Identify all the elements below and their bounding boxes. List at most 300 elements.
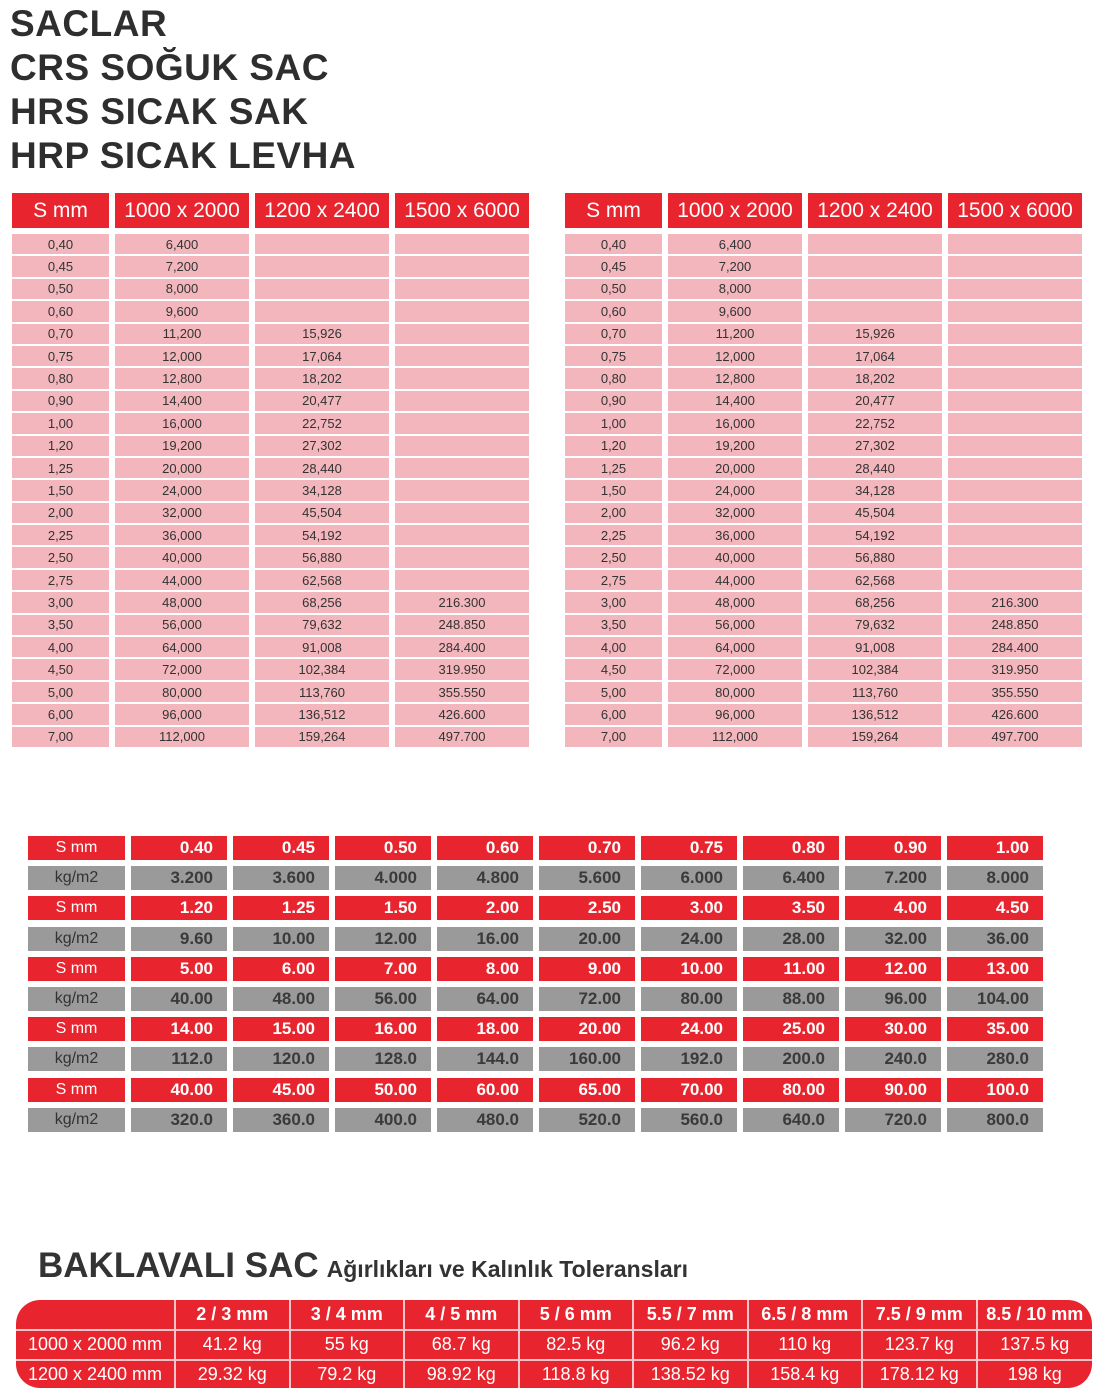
weight-value: 20.00 <box>539 927 635 951</box>
table-row <box>565 436 1082 456</box>
table-row <box>565 279 1082 299</box>
weight-value: 64.00 <box>437 987 533 1011</box>
table-cell: 1,20 <box>12 436 109 456</box>
table-cell <box>808 256 942 276</box>
table-cell <box>948 368 1082 388</box>
table-cell <box>395 525 529 545</box>
table-cell: 5,00 <box>565 682 662 702</box>
table-header <box>565 193 1082 228</box>
table-cell: 14,400 <box>115 391 249 411</box>
weight-value: 10.00 <box>233 927 329 951</box>
table-cell: 18,202 <box>255 368 389 388</box>
table-cell <box>948 324 1082 344</box>
thickness-value: 8.00 <box>437 957 533 981</box>
table-row <box>12 480 529 500</box>
baklavali-heading <box>38 1246 688 1286</box>
table-cell: 56,880 <box>808 547 942 567</box>
table-row <box>565 592 1082 612</box>
table-cell: 56,000 <box>668 615 802 635</box>
table-cell <box>948 436 1082 456</box>
thickness-value: 14.00 <box>131 1017 227 1041</box>
table-cell: 136,512 <box>808 704 942 724</box>
column-header: 1000 x 2000 <box>668 193 802 228</box>
weight-value: 6.400 <box>743 866 839 890</box>
thickness-value: 10.00 <box>641 957 737 981</box>
weight-value: 160.00 <box>539 1047 635 1071</box>
table-cell: 48,000 <box>668 592 802 612</box>
table-cell <box>948 234 1082 254</box>
table-cell: 159,264 <box>255 727 389 747</box>
table-cell <box>395 480 529 500</box>
weight-table-right <box>565 193 1082 749</box>
table-cell: 355.550 <box>395 682 529 702</box>
thickness-value: 7.00 <box>335 957 431 981</box>
table-cell: 0,40 <box>12 234 109 254</box>
thickness-row <box>28 957 1049 981</box>
weight-value: 128.0 <box>335 1047 431 1071</box>
table-cell: 102,384 <box>808 659 942 679</box>
thickness-row <box>28 1017 1049 1041</box>
weight-value: 96.00 <box>845 987 941 1011</box>
table-cell: 5,00 <box>12 682 109 702</box>
weight-value: 800.0 <box>947 1108 1043 1132</box>
table-cell: 6,400 <box>115 234 249 254</box>
column-header <box>16 1300 176 1329</box>
table-cell: 0,75 <box>12 346 109 366</box>
thickness-value: 9.00 <box>539 957 635 981</box>
table-cell: 41.2 kg <box>176 1329 291 1358</box>
table-cell: 56,880 <box>255 547 389 567</box>
table-cell <box>948 480 1082 500</box>
kg-per-m2-table <box>28 836 1049 1138</box>
weight-label: kg/m2 <box>28 987 125 1011</box>
weight-value: 4.800 <box>437 866 533 890</box>
weight-value: 28.00 <box>743 927 839 951</box>
weight-value: 80.00 <box>641 987 737 1011</box>
weight-value: 200.0 <box>743 1047 839 1071</box>
table-cell <box>948 458 1082 478</box>
table-row <box>12 503 529 523</box>
table-cell: 17,064 <box>255 346 389 366</box>
baklavali-table <box>16 1300 1092 1388</box>
weight-value: 3.200 <box>131 866 227 890</box>
table-row <box>565 368 1082 388</box>
table-row <box>565 615 1082 635</box>
table-cell: 34,128 <box>255 480 389 500</box>
table-cell: 1,25 <box>12 458 109 478</box>
table-cell: 80,000 <box>668 682 802 702</box>
thickness-value: 1.50 <box>335 896 431 920</box>
table-row <box>565 547 1082 567</box>
table-cell: 34,128 <box>808 480 942 500</box>
thickness-value: 100.0 <box>947 1078 1043 1102</box>
thickness-value: 13.00 <box>947 957 1043 981</box>
table-cell: 24,000 <box>115 480 249 500</box>
table-cell: 4,50 <box>565 659 662 679</box>
table-cell: 0,40 <box>565 234 662 254</box>
weight-value: 3.600 <box>233 866 329 890</box>
weight-value: 56.00 <box>335 987 431 1011</box>
weight-value: 8.000 <box>947 866 1043 890</box>
table-row <box>12 615 529 635</box>
table-row <box>565 480 1082 500</box>
table-cell <box>395 391 529 411</box>
table-cell: 7,200 <box>115 256 249 276</box>
weight-value: 9.60 <box>131 927 227 951</box>
table-cell: 27,302 <box>808 436 942 456</box>
table-cell: 3,50 <box>12 615 109 635</box>
thickness-value: 1.00 <box>947 836 1043 860</box>
table-cell <box>395 234 529 254</box>
table-cell: 1,00 <box>565 413 662 433</box>
table-cell: 68,256 <box>255 592 389 612</box>
table-cell: 216.300 <box>395 592 529 612</box>
table-cell: 12,000 <box>668 346 802 366</box>
table-cell: 44,000 <box>668 570 802 590</box>
table-row <box>12 704 529 724</box>
table-cell: 54,192 <box>808 525 942 545</box>
table-header <box>12 193 529 228</box>
weight-value: 16.00 <box>437 927 533 951</box>
table-cell: 1,50 <box>12 480 109 500</box>
table-cell: 91,008 <box>255 637 389 657</box>
table-cell <box>808 279 942 299</box>
table-cell: 79,632 <box>808 615 942 635</box>
table-cell: 2,75 <box>12 570 109 590</box>
table-cell <box>395 547 529 567</box>
table-row <box>12 279 529 299</box>
column-header: 5.5 / 7 mm <box>634 1300 749 1329</box>
thickness-value: 1.25 <box>233 896 329 920</box>
column-header: 1200 x 2400 <box>255 193 389 228</box>
table-cell: 158.4 kg <box>749 1359 864 1388</box>
thickness-value: 40.00 <box>131 1078 227 1102</box>
thickness-row <box>28 836 1049 860</box>
table-cell: 426.600 <box>948 704 1082 724</box>
table-cell: 40,000 <box>668 547 802 567</box>
thickness-label: S mm <box>28 896 125 920</box>
table-cell: 7,00 <box>565 727 662 747</box>
table-cell: 2,25 <box>565 525 662 545</box>
table-cell <box>395 436 529 456</box>
weight-value: 320.0 <box>131 1108 227 1132</box>
table-row <box>565 637 1082 657</box>
thickness-value: 2.00 <box>437 896 533 920</box>
table-cell: 0,75 <box>565 346 662 366</box>
table-cell: 96,000 <box>115 704 249 724</box>
table-cell: 102,384 <box>255 659 389 679</box>
table-cell: 28,440 <box>808 458 942 478</box>
subtitle-crs: CRS SOĞUK SAC <box>10 47 329 88</box>
table-cell: 72,000 <box>115 659 249 679</box>
table-cell: 2,50 <box>12 547 109 567</box>
table-cell: 123.7 kg <box>863 1329 978 1358</box>
table-cell: 198 kg <box>978 1359 1093 1388</box>
weight-value: 400.0 <box>335 1108 431 1132</box>
table-cell: 138.52 kg <box>634 1359 749 1388</box>
table-cell: 0,50 <box>565 279 662 299</box>
table-row <box>12 256 529 276</box>
table-cell: 96.2 kg <box>634 1329 749 1358</box>
weight-value: 120.0 <box>233 1047 329 1071</box>
table-cell <box>395 368 529 388</box>
thickness-value: 5.00 <box>131 957 227 981</box>
table-row <box>12 637 529 657</box>
column-header: S mm <box>12 193 109 228</box>
thickness-value: 70.00 <box>641 1078 737 1102</box>
thickness-value: 0.50 <box>335 836 431 860</box>
table-cell: 1,50 <box>565 480 662 500</box>
column-header: 4 / 5 mm <box>405 1300 520 1329</box>
table-cell: 2,00 <box>12 503 109 523</box>
weight-value: 520.0 <box>539 1108 635 1132</box>
table-cell: 22,752 <box>808 413 942 433</box>
table-cell: 12,800 <box>668 368 802 388</box>
table-cell: 79,632 <box>255 615 389 635</box>
table-cell: 112,000 <box>668 727 802 747</box>
table-row <box>565 525 1082 545</box>
thickness-value: 0.90 <box>845 836 941 860</box>
weight-row <box>28 1108 1049 1132</box>
table-cell: 1000 x 2000 mm <box>16 1329 176 1358</box>
thickness-value: 80.00 <box>743 1078 839 1102</box>
table-cell: 355.550 <box>948 682 1082 702</box>
table-cell <box>948 413 1082 433</box>
table-row <box>12 301 529 321</box>
table-cell: 80,000 <box>115 682 249 702</box>
table-cell: 0,45 <box>565 256 662 276</box>
table-cell: 319.950 <box>948 659 1082 679</box>
table-cell: 62,568 <box>255 570 389 590</box>
table-cell: 62,568 <box>808 570 942 590</box>
table-cell: 96,000 <box>668 704 802 724</box>
thickness-value: 45.00 <box>233 1078 329 1102</box>
table-cell: 0,60 <box>565 301 662 321</box>
weight-value: 72.00 <box>539 987 635 1011</box>
table-row <box>565 704 1082 724</box>
table-row <box>565 234 1082 254</box>
table-row <box>12 324 529 344</box>
thickness-value: 16.00 <box>335 1017 431 1041</box>
weight-value: 40.00 <box>131 987 227 1011</box>
table-row <box>565 458 1082 478</box>
table-cell: 426.600 <box>395 704 529 724</box>
thickness-label: S mm <box>28 1017 125 1041</box>
table-cell: 16,000 <box>115 413 249 433</box>
thickness-value: 50.00 <box>335 1078 431 1102</box>
table-cell: 0,70 <box>565 324 662 344</box>
thickness-value: 60.00 <box>437 1078 533 1102</box>
table-cell <box>255 256 389 276</box>
thickness-value: 18.00 <box>437 1017 533 1041</box>
table-cell: 0,45 <box>12 256 109 276</box>
table-row <box>12 525 529 545</box>
column-header: 1500 x 6000 <box>948 193 1082 228</box>
baklavali-row <box>16 1359 1092 1388</box>
weight-value: 280.0 <box>947 1047 1043 1071</box>
title-block <box>10 2 356 178</box>
weight-value: 104.00 <box>947 987 1043 1011</box>
table-row <box>565 346 1082 366</box>
thickness-value: 4.00 <box>845 896 941 920</box>
thickness-value: 24.00 <box>641 1017 737 1041</box>
table-cell: 27,302 <box>255 436 389 456</box>
table-cell: 2,00 <box>565 503 662 523</box>
column-header: 5 / 6 mm <box>520 1300 635 1329</box>
table-cell: 12,000 <box>115 346 249 366</box>
table-body <box>565 234 1082 747</box>
table-cell <box>948 547 1082 567</box>
table-cell <box>948 256 1082 276</box>
table-cell: 19,200 <box>115 436 249 456</box>
table-row <box>565 659 1082 679</box>
table-cell: 54,192 <box>255 525 389 545</box>
table-cell: 28,440 <box>255 458 389 478</box>
table-row <box>565 301 1082 321</box>
table-cell <box>948 346 1082 366</box>
weight-value: 640.0 <box>743 1108 839 1132</box>
table-cell <box>395 324 529 344</box>
table-cell: 15,926 <box>808 324 942 344</box>
table-cell: 16,000 <box>668 413 802 433</box>
table-cell: 8,000 <box>668 279 802 299</box>
weight-row <box>28 987 1049 1011</box>
column-header: 1000 x 2000 <box>115 193 249 228</box>
weight-value: 720.0 <box>845 1108 941 1132</box>
table-cell: 2,25 <box>12 525 109 545</box>
column-header: 1200 x 2400 <box>808 193 942 228</box>
table-cell: 284.400 <box>948 637 1082 657</box>
thickness-value: 4.50 <box>947 896 1043 920</box>
table-cell: 1,25 <box>565 458 662 478</box>
weight-label: kg/m2 <box>28 1047 125 1071</box>
table-cell: 136,512 <box>255 704 389 724</box>
table-cell <box>395 458 529 478</box>
table-cell: 11,200 <box>115 324 249 344</box>
weight-value: 480.0 <box>437 1108 533 1132</box>
table-row <box>12 413 529 433</box>
thickness-value: 11.00 <box>743 957 839 981</box>
baklavali-header-row <box>16 1300 1092 1329</box>
table-cell: 19,200 <box>668 436 802 456</box>
table-cell <box>395 503 529 523</box>
table-cell: 284.400 <box>395 637 529 657</box>
table-cell: 6,400 <box>668 234 802 254</box>
table-row <box>565 503 1082 523</box>
table-cell: 7,200 <box>668 256 802 276</box>
table-cell <box>948 301 1082 321</box>
table-row <box>565 570 1082 590</box>
thickness-value: 0.45 <box>233 836 329 860</box>
table-cell <box>395 301 529 321</box>
table-cell: 497.700 <box>395 727 529 747</box>
weight-table-left <box>12 193 529 749</box>
table-row <box>12 570 529 590</box>
table-cell: 4,50 <box>12 659 109 679</box>
table-cell: 91,008 <box>808 637 942 657</box>
column-header: 7.5 / 9 mm <box>863 1300 978 1329</box>
table-cell: 3,00 <box>565 592 662 612</box>
baklavali-subtitle: Ağırlıkları ve Kalınlık Toleransları <box>326 1256 688 1282</box>
table-cell <box>255 301 389 321</box>
table-cell <box>808 234 942 254</box>
thickness-value: 0.75 <box>641 836 737 860</box>
thickness-value: 1.20 <box>131 896 227 920</box>
table-cell: 118.8 kg <box>520 1359 635 1388</box>
table-cell: 3,00 <box>12 592 109 612</box>
baklavali-row <box>16 1329 1092 1358</box>
weight-value: 7.200 <box>845 866 941 890</box>
table-cell: 48,000 <box>115 592 249 612</box>
table-row <box>565 324 1082 344</box>
table-cell: 178.12 kg <box>863 1359 978 1388</box>
thickness-value: 12.00 <box>845 957 941 981</box>
table-cell <box>395 570 529 590</box>
table-cell: 20,000 <box>668 458 802 478</box>
table-cell: 64,000 <box>115 637 249 657</box>
table-row <box>12 391 529 411</box>
table-row <box>12 547 529 567</box>
thickness-value: 3.50 <box>743 896 839 920</box>
table-cell: 17,064 <box>808 346 942 366</box>
table-cell: 2,50 <box>565 547 662 567</box>
table-cell: 20,477 <box>808 391 942 411</box>
thickness-value: 20.00 <box>539 1017 635 1041</box>
weight-value: 24.00 <box>641 927 737 951</box>
table-cell: 6,00 <box>12 704 109 724</box>
weight-value: 48.00 <box>233 987 329 1011</box>
table-cell: 45,504 <box>808 503 942 523</box>
table-cell: 64,000 <box>668 637 802 657</box>
weight-value: 360.0 <box>233 1108 329 1132</box>
column-header: 1500 x 6000 <box>395 193 529 228</box>
thickness-value: 65.00 <box>539 1078 635 1102</box>
column-header: 6.5 / 8 mm <box>749 1300 864 1329</box>
table-cell: 110 kg <box>749 1329 864 1358</box>
weight-value: 144.0 <box>437 1047 533 1071</box>
table-cell: 32,000 <box>115 503 249 523</box>
table-cell: 113,760 <box>255 682 389 702</box>
table-row <box>12 346 529 366</box>
thickness-value: 15.00 <box>233 1017 329 1041</box>
table-cell: 0,90 <box>12 391 109 411</box>
table-cell: 248.850 <box>948 615 1082 635</box>
table-cell <box>948 525 1082 545</box>
table-cell <box>255 279 389 299</box>
table-cell: 36,000 <box>115 525 249 545</box>
table-cell: 45,504 <box>255 503 389 523</box>
table-row <box>12 659 529 679</box>
weight-label: kg/m2 <box>28 927 125 951</box>
weight-row <box>28 927 1049 951</box>
table-cell: 159,264 <box>808 727 942 747</box>
table-cell: 0,60 <box>12 301 109 321</box>
table-cell: 319.950 <box>395 659 529 679</box>
table-cell: 22,752 <box>255 413 389 433</box>
weight-value: 112.0 <box>131 1047 227 1071</box>
table-cell: 112,000 <box>115 727 249 747</box>
thickness-value: 0.40 <box>131 836 227 860</box>
table-cell: 4,00 <box>565 637 662 657</box>
table-cell <box>948 279 1082 299</box>
page-title: SACLAR <box>10 3 168 44</box>
weight-value: 6.000 <box>641 866 737 890</box>
table-row <box>12 234 529 254</box>
weight-value: 5.600 <box>539 866 635 890</box>
table-cell: 1,00 <box>12 413 109 433</box>
weight-value: 12.00 <box>335 927 431 951</box>
table-body <box>12 234 529 747</box>
